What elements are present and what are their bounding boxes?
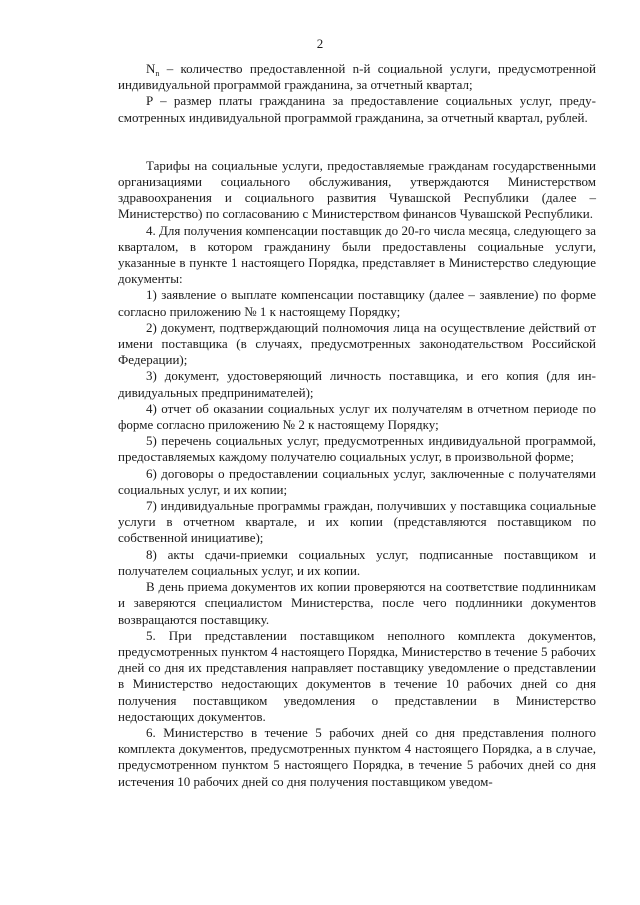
verification-paragraph: В день приема документов их копии проверяются на соответствие подлинникам и заверяются специалистом Министерства, после чего подлинники документов возвращаются поставщику. bbox=[118, 579, 596, 627]
item-4-intro: 4. Для получения компенсации поставщик до 20-го числа месяца, следующего за кварталом, в котором гражданину были предоставлены социальные услуги, указанные в пункте 1 настоящего Порядка, представляет в Министерство следующие документы: bbox=[118, 222, 596, 287]
symbol-n-subscript: n bbox=[155, 69, 160, 78]
definition-n-text: – количество предоставленной n-й социальной услуги, предусмотренной индивидуальной программой гражданина, за отчетный квартал; bbox=[118, 61, 596, 93]
tariffs-paragraph: Тарифы на социальные услуги, предоставляемые гражданам государственными организациями социального обслуживания, утверждаются Министерством здравоохранения и социального развития Чувашской Республики (далее – Министерство) по согласованию с Министерством финансов Чувашской Республики. bbox=[118, 157, 596, 222]
document-body bbox=[118, 61, 596, 790]
document-item-7: 7) индивидуальные программы граждан, получивших у поставщика социальные услуги в отчетном квартале, и их копии (представляются поставщиком по собственной инициативе); bbox=[118, 498, 596, 546]
document-item-3: 3) документ, удостоверяющий личность поставщика, и его копия (для индивидуальных предпринимателей); bbox=[118, 368, 596, 400]
page-number: 2 bbox=[316, 36, 324, 51]
document-item-2: 2) документ, подтверждающий полномочия лица на осуществление действий от имени поставщика (в случаях, предусмотренных законодательством Российской Федерации); bbox=[118, 319, 596, 368]
document-item-6: 6) договоры о предоставлении социальных услуг, заключенные с получателями социальных услуг, и их копии; bbox=[118, 465, 596, 497]
definition-p bbox=[118, 93, 596, 125]
document-item-4: 4) отчет об оказании социальных услуг их получателям в отчетном периоде по форме согласно приложению № 2 к настоящему Порядку; bbox=[118, 400, 596, 433]
symbol-n: N bbox=[146, 61, 156, 76]
paragraph-gap bbox=[118, 126, 596, 142]
item-5-paragraph: 5. При представлении поставщиком неполного комплекта документов, предусмотренных пунктом 4 настоящего Порядка, Министерство в течение 5 рабочих дней со дня их представления направляет поставщику уведомление о представлении в Министерство недостающих документов в течение 10 рабочих дней со дня получения поставщиком уведомления о представлении в Министерство недостающих документов. bbox=[118, 627, 596, 724]
document-item-8: 8) акты сдачи-приемки социальных услуг, подписанные поставщиком и получателем социальных услуг, и их копии. bbox=[118, 546, 596, 578]
definition-n bbox=[118, 61, 596, 93]
paragraph-gap bbox=[118, 142, 596, 158]
document-item-5: 5) перечень социальных услуг, предусмотренных индивидуальной программой, предоставляемых каждому получателю социальных услуг, в произвольной форме; bbox=[118, 433, 596, 465]
document-item-1: 1) заявление о выплате компенсации поставщику (далее – заявление) по форме согласно приложению № 1 к настоящему Порядку; bbox=[118, 287, 596, 319]
symbol-p: P bbox=[146, 93, 153, 109]
definition-p-text: – размер платы гражданина за предоставление социальных услуг, предусмотренных индивидуальной программой гражданина, за отчетный квартал, рублей. bbox=[118, 93, 596, 125]
item-6-paragraph: 6. Министерство в течение 5 рабочих дней со дня представления полного комплекта документов, предусмотренных пунктом 4 настоящего Порядка, а в случае, предусмотренном пунктом 5 настоящего Порядка, в течение 5 рабочих дней со дня истечения 10 рабочих дней со дня получения поставщиком уведом- bbox=[118, 724, 596, 789]
